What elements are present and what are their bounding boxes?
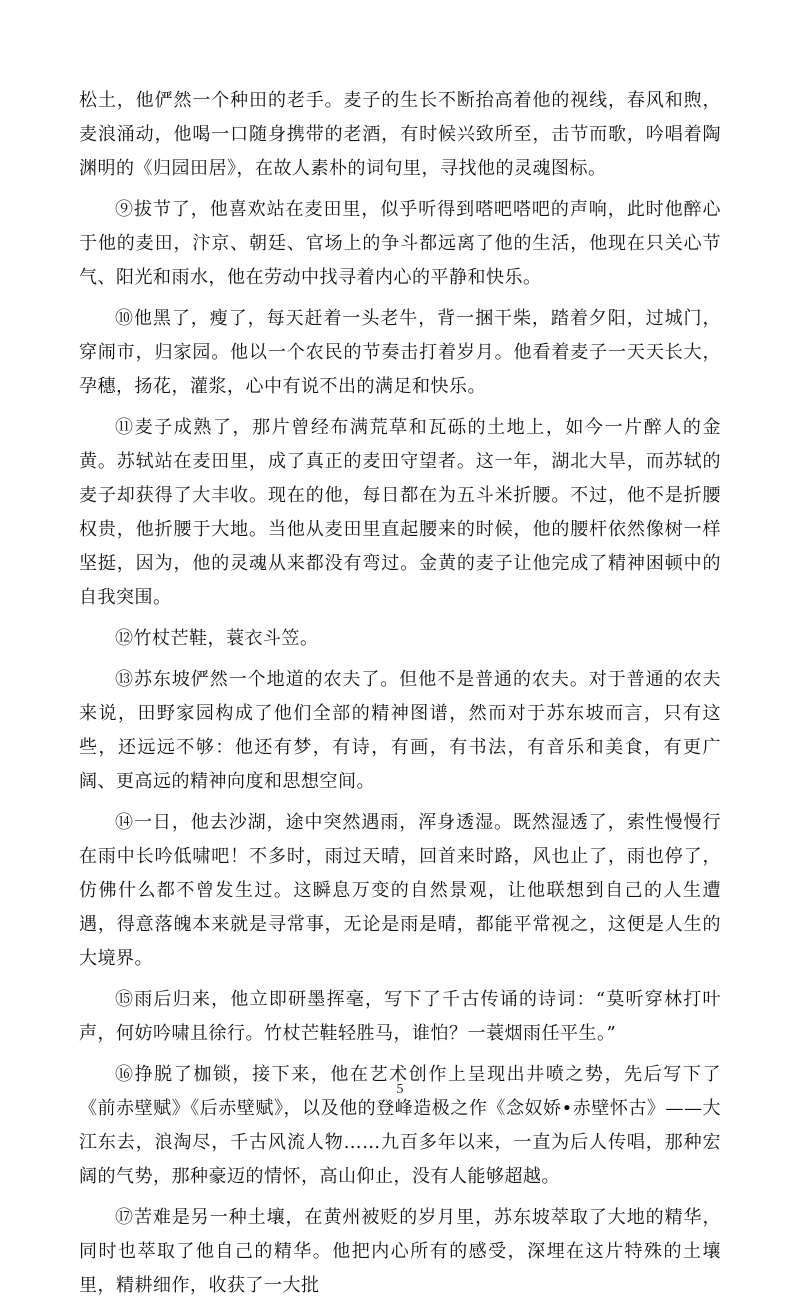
paragraph-16: ⑯挣脱了枷锁，接下来，他在艺术创作上呈现出井喷之势，先后写下了《前赤壁赋》《后赤壁赋》，以及他的登峰造极之作《念奴娇•赤壁怀古》——大江东去，浪淘尽，千古风流人物……九百多年以来，一直为后人传唱，那种宏阔的气势，那种豪迈的情怀，高山仰止，没有人能够超越。 xyxy=(79,1064,721,1187)
paragraph-continued: 松土，他俨然一个种田的老手。麦子的生长不断抬高着他的视线，春风和煦，麦浪涌动，他喝一口随身携带的老酒，有时候兴致所至，击节而歌，吟唱着陶渊明的《归园田居》，在故人素朴的词句里，寻找他的灵魂图标。 xyxy=(79,90,721,179)
paragraph-14: ⑭一日，他去沙湖，途中突然遇雨，浑身透湿。既然湿透了，索性慢慢行在雨中长吟低啸吧！不多时，雨过天晴，回首来时路，风也止了，雨也停了，仿佛什么都不曾发生过。这瞬息万变的自然景观，让他联想到自己的人生遭遇，得意落魄本来就是寻常事，无论是雨是晴，都能平常视之，这便是人生的大境界。 xyxy=(79,812,721,969)
paragraph-11: ⑪麦子成熟了，那片曾经布满荒草和瓦砾的土地上，如今一片醉人的金黄。苏轼站在麦田里，成了真正的麦田守望者。这一年，湖北大旱，而苏轼的麦子却获得了大丰收。现在的他，每日都在为五斗米折腰。不过，他不是折腰权贵，他折腰于大地。当他从麦田里直起腰来的时候，他的腰杆依然像树一样坚挺，因为，他的灵魂从来都没有弯过。金黄的麦子让他完成了精神困顿中的自我突围。 xyxy=(79,417,721,608)
paragraph-13: ⑬苏东坡俨然一个地道的农夫了。但他不是普通的农夫。对于普通的农夫来说，田野家园构成了他们全部的精神图谱，然而对于苏东坡而言，只有这些，还远远不够：他还有梦，有诗，有画，有书法，有音乐和美食，有更广阔、更高远的精神向度和思想空间。 xyxy=(79,669,721,792)
paragraph-17: ⑰苦难是另一种土壤，在黄州被贬的岁月里，苏东坡萃取了大地的精华，同时也萃取了他自己的精华。他把内心所有的感受，深埋在这片特殊的土壤里，精耕细作，收获了一大批 xyxy=(79,1207,721,1296)
paragraph-10: ⑩他黑了，瘦了，每天赶着一头老牛，背一捆干柴，踏着夕阳，过城门，穿闹市，归家园。他以一个农民的节奏击打着岁月。他看着麦子一天天长大，孕穗，扬花，灌浆，心中有说不出的满足和快乐。 xyxy=(79,308,721,397)
page-number: 5 xyxy=(396,1082,404,1097)
article-body xyxy=(79,84,721,1310)
paragraph-15: ⑮雨后归来，他立即研墨挥毫，写下了千古传诵的诗词：“莫听穿林打叶声，何妨吟啸且徐行。竹杖芒鞋轻胜马，谁怕？一蓑烟雨任平生。” xyxy=(79,989,721,1044)
paragraph-9: ⑨拔节了，他喜欢站在麦田里，似乎听得到嗒吧嗒吧的声响，此时他醉心于他的麦田，汴京、朝廷、官场上的争斗都远离了他的生活，他现在只关心节气、阳光和雨水，他在劳动中找寻着内心的平静和快乐。 xyxy=(79,199,721,288)
paragraph-12: ⑫竹杖芒鞋，蓑衣斗笠。 xyxy=(115,628,319,649)
